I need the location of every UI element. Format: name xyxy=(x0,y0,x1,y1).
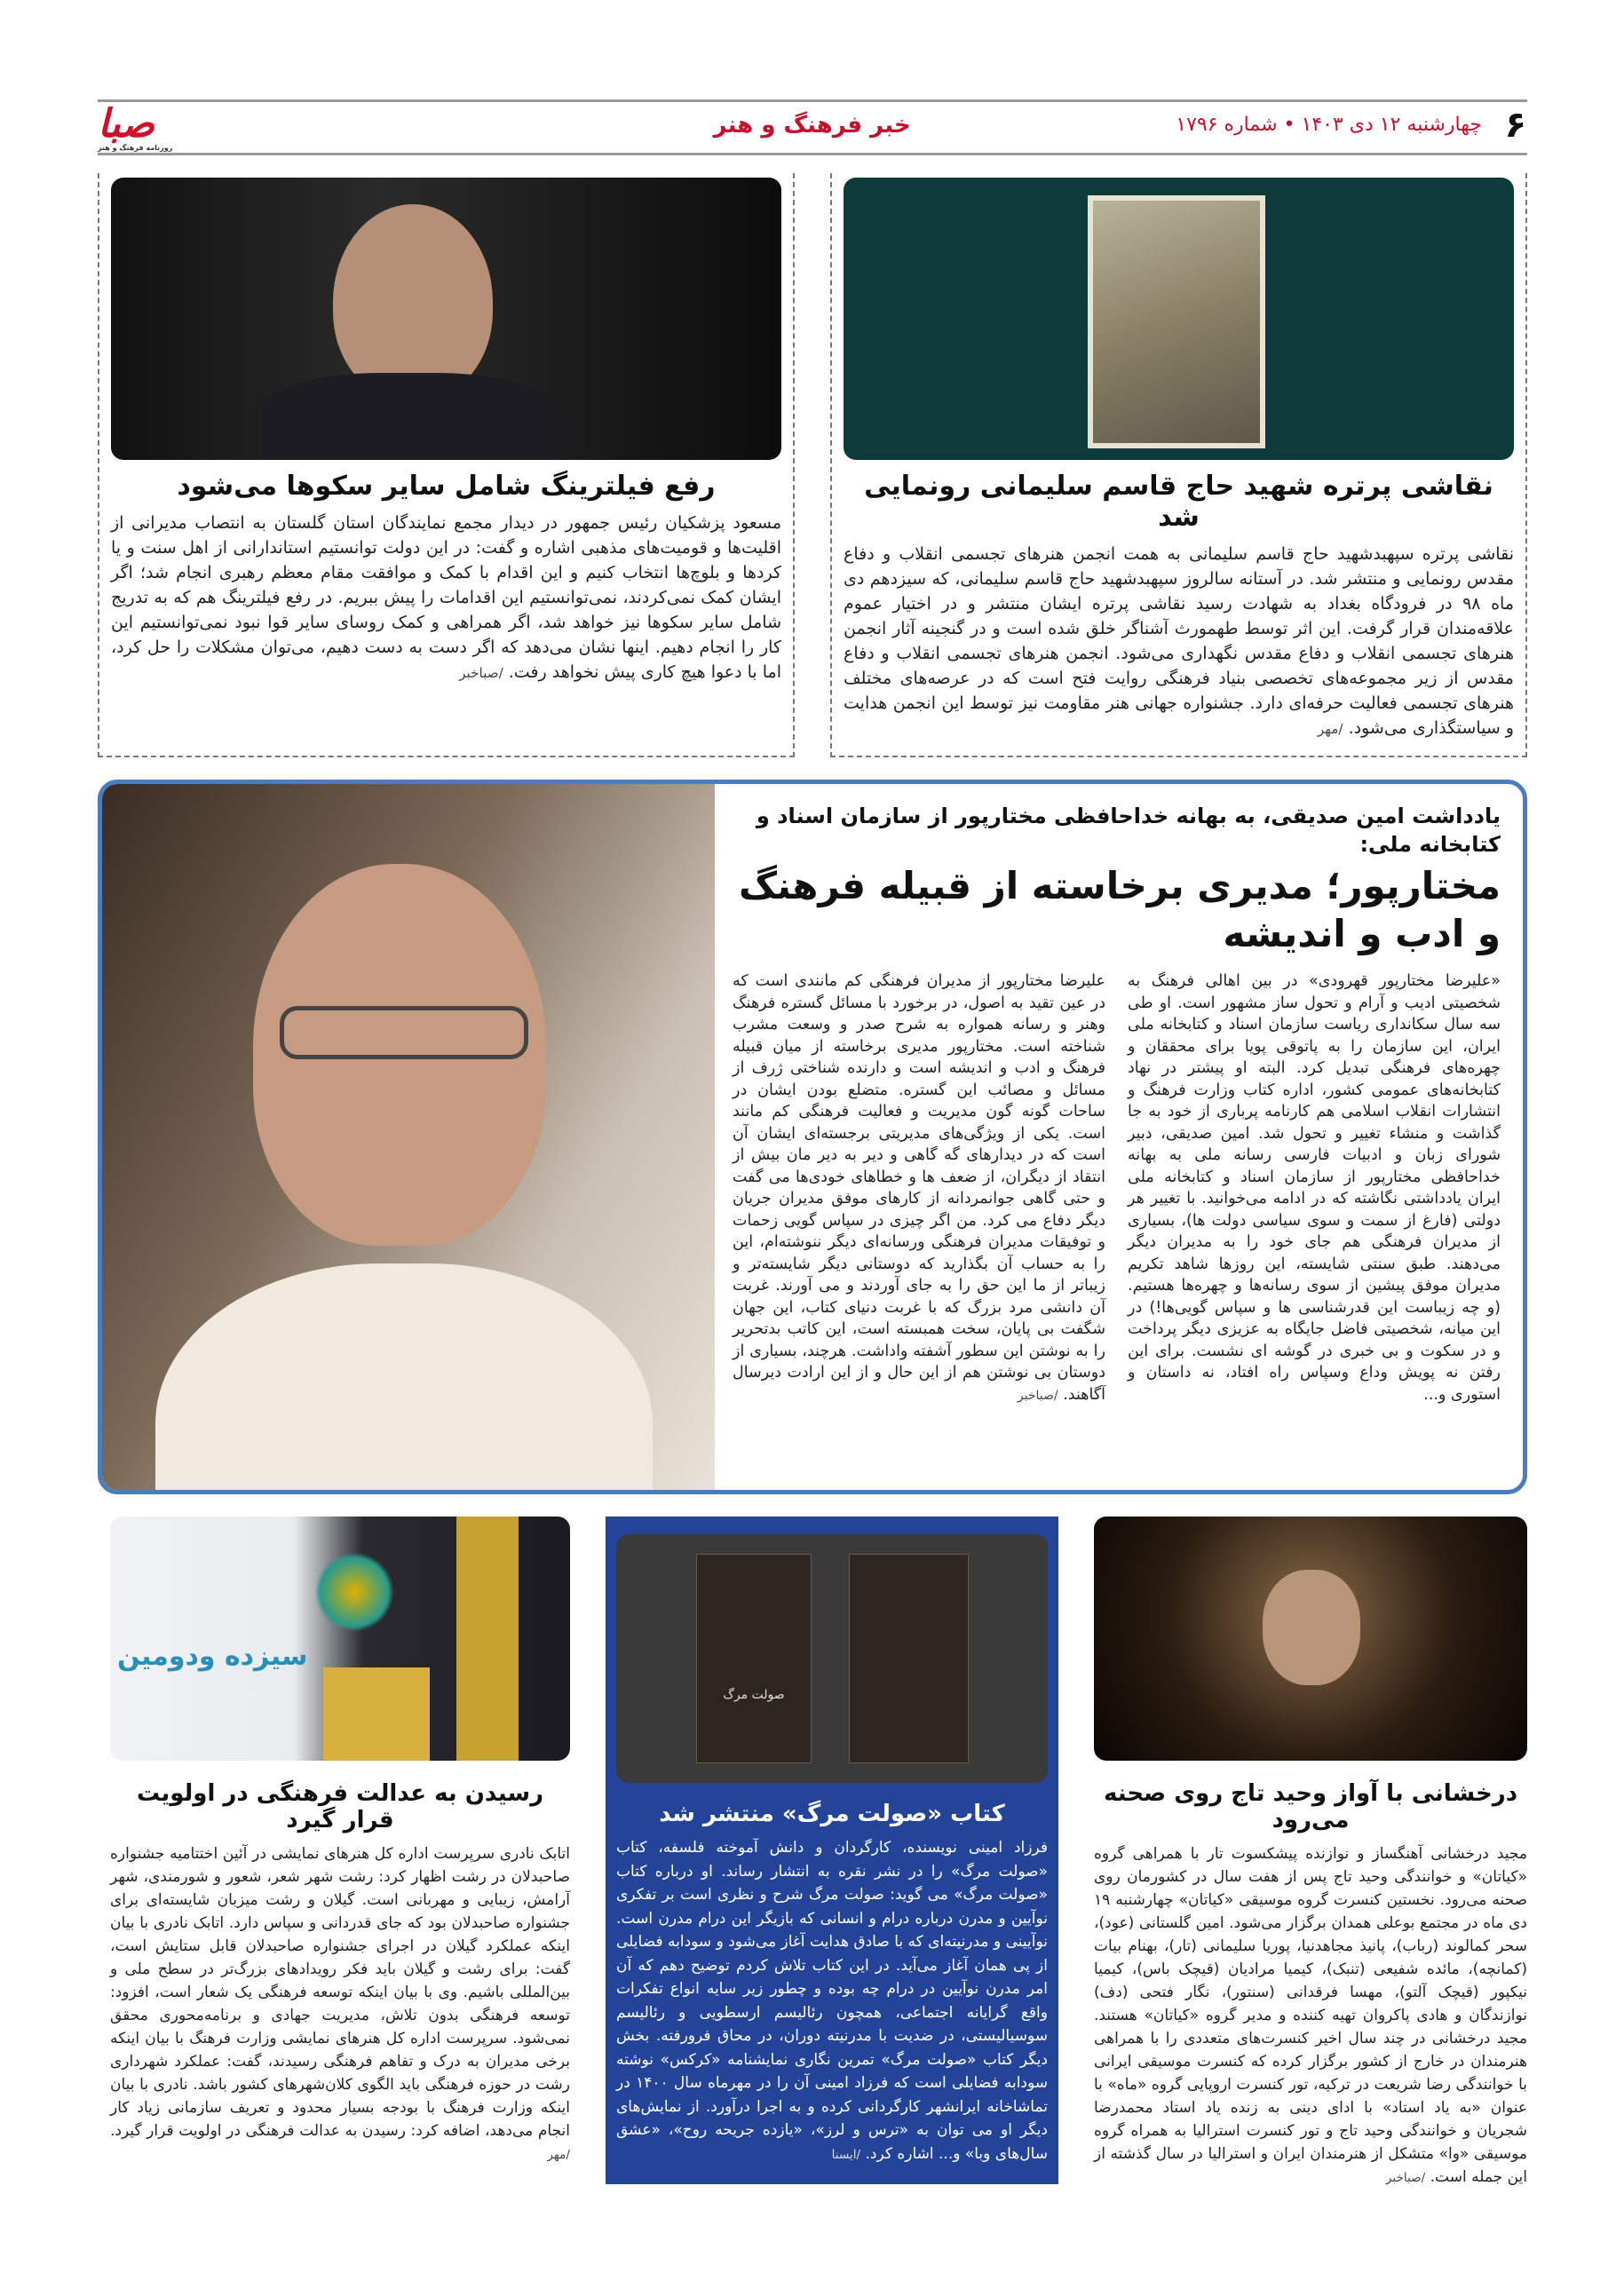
feature-column-left: علیرضا مختارپور از مدیران فرهنگی کم مانندی است که در عین تقید به اصول، در برخورد با مسائل گستره فرهنگ وهنر و رسانه همواره به شرح صدر و وسعت مشرب شناخته است. مختارپور مدیری برخاسته از میان قبیله فرهنگ و ادب و اندیشه است و دارنده شناختی ژرف از مسائل و مصائب این گستره. متضلع بودن ایشان در ساحات گونه گون مدیریت و فعالیت فرهنگی کم مانند است. یکی از ویژگی‌های مدیریتی برجسته‌ای ایشان آن است که در دیدارهای گه گاهی و دیر به دیر مان بیش از انتقاد از دیگران، از ضعف ها و خطاهای خودی‌ها می گفت و حتی گاهی جوانمردانه از کارهای موفق مدیران جریان دیگر دفاع می کرد. من اگر چیزی در سپاس گویی زحمات و توفیقات مدیران فرهنگی ورسانه‌ای دیگر ننوشته‌ام، این را به حساب آن بگذارید که دوستانی دیگر شایسته‌تر و زیباتر از ما این حق را به جای آوردند و می آورند. غربت آن دانشی مرد بزرگ که با غربت دنیای کتاب، این جهان شگفت بی پایان، سخت همبسته است، این کاتب بدتحریر را به نوشتن این سطور آشفته واداشت. هرچند، بسیاری از دوستان بی نوشتن هم از این حال و از این ارادت دیرسال آگاهند. /صباخبر xyxy=(733,972,1105,1404)
newspaper-logo[interactable]: صبا روزنامه فرهنگ و هنر xyxy=(98,101,173,152)
article-body-festival: اتابک نادری سرپرست اداره کل هنرهای نمایشی در آئین اختتامیه جشنواره صاحبدلان در رشت اظهار کرد: رشت شهر شعر، شعور و شورمندی، شهر آرامش، زیبایی و مهربانی است. گیلان و رشت میزبان شایسته‌ای برای جشنواره صاحبدلان بود که جای قدردانی و سپاس دارد. اتابک نادری با بیان اینکه عملکرد گیلان در اجرای جشنواره صاحبدلان قابل ستایش است، گفت: برای رشت و گیلان باید فکر رویدادهای بزرگ‌تر در سطح ملی و بین‌المللی باشیم. وی با بیان اینکه توسعه فرهنگی یک شعار است، افزود: توسعه فرهنگی بدون تلاش، مدیریت جهادی و برنامه‌محوری محقق نمی‌شود. سرپرست اداره کل هنرهای نمایشی وزارت فرهنگ با بیان اینکه برخی مدیران به درک و تفاهم فرهنگی رسیدند، گفت: عملکرد شهرداری رشت در حوزه فرهنگی باید الگوی کلان‌شهرهای کشور باشد. نادری با بیان اینکه وزارت فرهنگ با بودجه بسیار محدود و تعریف سازمانی زیاد کار انجام می‌دهد، اضافه کرد: رسیدن به عدالت فرهنگی در اولویت قرار گیرد. /مهر xyxy=(110,1845,570,2162)
feature-article xyxy=(98,780,1527,1494)
article-filtering xyxy=(98,173,795,757)
feature-columns xyxy=(733,970,1501,1406)
flag-image xyxy=(456,1517,519,1761)
feature-column-right: «علیرضا مختارپور قهرودی» در بین اهالی فرهنگ به شخصیتی ادیب و آرام و تحول ساز مشهور است. او طی سه سال سکانداری ریاست سازمان اسناد و کتابخانه ملی ایران، این سازمان را به پاتوقی پویا برای محققان و چهره‌های فرهنگی تبدیل کرد. البته او پیشتر در نهاد کتابخانه‌های عمومی کشور، اداره کتاب وزارت فرهنگ و انتشارات انقلاب اسلامی هم کارنامه پرباری از خود به جا گذاشت و منشاء تغییر و تحول شد. امین صدیقی، دبیر شورای زبان و ادبیات فارسی رسانه ملی به بهانه خداحافظی مختارپور از سازمان اسناد و کتابخانه ملی ایران یادداشتی نگاشته که در ادامه می‌خوانید. با تغییر هر دولتی (فارغ از سمت و سوی سیاسی دولت ها)، بسیاری از مدیران فرهنگی هم جای خود را به مدیران دیگر می‌دهند. طبق سنتی شایسته، این روزها شاهد تکریم مدیران موفق پیشین از سوی رسانه‌ها و چهره‌ها هستیم. (و چه زیباست این قدرشناسی ها و سپاس گویی‌ها!) در این میانه، شخصیتی فاضل جایگاه به عزیزی دیگر پرداخت و در سکوت و بی خبری در گوشه ای نشست. برای این رفتن نه پویش وداع وسپاس راه افتاد، نه داستان و استوری و... xyxy=(1128,972,1501,1404)
article-body-derakhshani: مجید درخشانی آهنگساز و نوازنده پیشکسوت تار با همراهی گروه «کیاتان» و خوانندگی وحید تاج پس از هفت سال در کشورمان روی صحنه می‌رود. نخستین کنسرت گروه موسیقی «کیاتان» چهارشنبه ۱۹ دی ماه در مجتمع بوعلی همدان برگزار می‌شود. امین گلستانی (عود)، سحر کمالوند (رباب)، پانیذ مجاهدنیا، پوریا سلیمانی (تار)، بهنام بیات (کمانچه)، مائده شفیعی (تنبک)، کیمیا مرادیان (قیچک باس)، کیمیا نیکپور (قیچک آلتو)، مهسا فرقدانی (سنتور)، نگار فتحی (دف) نوازندگان و هادی پاکروان تهیه کننده و مدیر گروه «کیاتان» هستند. مجید درخشانی در چند سال اخیر کنسرت‌های متعددی را با همراهی هنرمندان در خارج از کشور برگزار کرده که کنسرت موسیقی ایرانی با خوانندگی رضا شریعت در ترکیه، تور کنسرت اروپایی گروه «ماه» با عنوان «به یاد استاد» با ادای دینی به زنده یاد استاد محمدرضا شجریان و خوانندگی وحید تاج و تور کنسرت استرالیا به همراه گروه موسیقی «وا» متشکل از هنرمندان ایران و استرالیا در سال گذشته از این جمله است. /صباخبر xyxy=(1094,1845,1527,2186)
portrait-painting-photo xyxy=(844,178,1514,460)
header-rule xyxy=(98,153,1527,155)
shirt-image xyxy=(155,1263,653,1490)
headline-book: کتاب «صولت مرگ» منتشر شد xyxy=(659,1801,1005,1827)
podium-image xyxy=(323,1667,430,1761)
article-soleimani xyxy=(830,173,1527,757)
mokhtarpour-photo xyxy=(102,784,715,1490)
book-title: صولت مرگ xyxy=(723,1688,785,1702)
article-body: نقاشی پرتره سپهبدشهید حاج قاسم سلیمانی به همت انجمن هنرهای تجسمی انقلاب و دفاع مقدس رونمایی و منتشر شد. در آستانه سالروز سپهبدشهید حاج قاسم سلیمانی، که سیزدهم دی ماه ۹۸ در فرودگاه بغداد به شهادت رسید نقاشی پرتره ایشان منتشر و در اختیار عموم علاقه‌مندان قرار گرفت. این اثر توسط طهمورث آشناگر خلق شده است و در گنجینه آثار انجمن هنرهای تجسمی انقلاب و دفاع مقدس نگهداری می‌شود. انجمن هنرهای تجسمی انقلاب و دفاع مقدس از زیر مجموعه‌های تخصصی بنیاد فرهنگی روایت فتح است که در عرصه‌های مختلف هنرهای تجسمی فعالیت حرفه‌ای دارد. جشنواره جهانی هنر مقاومت نیز توسط این انجمن هدایت و سیاستگذاری می‌شود. /مهر xyxy=(844,544,1514,738)
article-festival xyxy=(110,1517,570,2166)
book-back-image xyxy=(849,1554,969,1763)
festival-banner: سیزده ودومین xyxy=(117,1641,308,1672)
face-image xyxy=(1263,1570,1360,1685)
article-body: مسعود پزشکیان رئیس جمهور در دیدار مجمع نمایندگان استان گلستان به انتصاب مدیرانی از اقلیت‌ها و قومیت‌های مذهبی اشاره و گفت: در این دولت توانستیم استاندارانی از اهل سنت و یا کردها و بلوچ‌ها انتخاب کنیم و این اقدام با کمک و موافقت مقام معظم رهبری انجام شد؛ اگر ایشان کمک نمی‌کردند، نمی‌توانستیم این اقدامات را پیش ببریم. در رفع فیلترینگ هم که به تدریج شامل سایر سکوها نیز خواهد شد، اگر همراهی و کمک روسای سایر قوا نبود نمی‌توانستیم این کار را انجام دهیم. اینها نشان می‌دهد که اگر دست به دست دهیم، می‌توان مشکلات را حل کرد، اما با دعوا هیچ کاری پیش نخواهد رفت. /صباخبر xyxy=(111,513,781,682)
article-derakhshani xyxy=(1094,1517,1527,2190)
festival-logo xyxy=(314,1552,394,1632)
derakhshani-photo xyxy=(1094,1517,1527,1761)
suit-image xyxy=(262,373,555,460)
president-photo xyxy=(111,178,781,460)
headline: نقاشی پرتره شهید حاج قاسم سلیمانی رونمایی شد xyxy=(864,471,1493,533)
section-title: خبر فرهنگ و هنر xyxy=(713,112,911,139)
book-cover-photo xyxy=(616,1534,1048,1783)
book-cover-image xyxy=(696,1554,812,1763)
article-body-book: فرزاد امینی نویسنده، کارگردان و دانش آموخته فلسفه، کتاب «صولت مرگ» را در نشر نقره به انتشار رساند. او درباره کتاب «صولت مرگ» می گوید: صولت مرگ شرح و نظری است بر تفکری نوآیین و مدرن درباره درام و انسانی که بازیگر این درام مدرن است. نوآیینی و مدرنیته‌ای که با صادق هدایت آغاز می‌شود و سودابه فضایلی از پی همان آغاز می‌آید. در این کتاب تلاش کردم توضیح دهم که آن امر مدرن نوآیین در درام چه بوده و چطور زیر سایه انواع تفکرات واقع گرایانه اجتماعی، همچون رئالیسم ارسطویی و رئالیسم سوسیالیستی، در ضدیت با مدرنیته دوران، در محاق فرورفته. بخش دیگر کتاب «صولت مرگ» تمرین نگاری نمایشنامه «کرکس» نوشته سودابه فضایلی است که فرزاد امینی آن را در مهرماه سال ۱۴۰۰ در تماشاخانه ایرانشهر کارگردانی کرده و به اجرا درآورد. از نمایش‌های دیگر او می توان به «ترس و لرز»، «یازده جریحه روح»، «عشق سال‌های وبا» و... اشاره کرد. /ایسنا xyxy=(616,1839,1049,2163)
glasses-image xyxy=(280,1006,528,1059)
page-number: ۶ xyxy=(1504,105,1526,146)
page-content xyxy=(98,173,1527,2225)
face-image xyxy=(333,204,493,400)
top-row xyxy=(98,173,1527,757)
festival-photo xyxy=(110,1517,570,1761)
book-article xyxy=(606,1517,1058,2184)
headline: رفع فیلترینگ شامل سایر سکوها می‌شود xyxy=(177,471,716,502)
bottom-row xyxy=(98,1517,1527,2190)
top-rule xyxy=(98,99,1527,102)
headline-derakhshani: درخشانی با آواز وحید تاج روی صحنه می‌رود xyxy=(1103,1780,1518,1833)
feature-text xyxy=(715,784,1523,1490)
painting-image xyxy=(1088,195,1265,448)
feature-kicker: یادداشت امین صدیقی، به بهانه خداحافظی مختارپور از سازمان اسناد و کتابخانه ملی: xyxy=(756,804,1501,857)
feature-headline: مختارپور؛ مدیری برخاسته از قبیله فرهنگ و ادب و اندیشه xyxy=(739,864,1501,955)
date-issue: چهارشنبه ۱۲ دی ۱۴۰۳ • شماره ۱۷۹۶ xyxy=(1176,114,1482,136)
headline-festival: رسیدن به عدالت فرهنگی در اولویت قرار گیرد xyxy=(136,1780,544,1833)
